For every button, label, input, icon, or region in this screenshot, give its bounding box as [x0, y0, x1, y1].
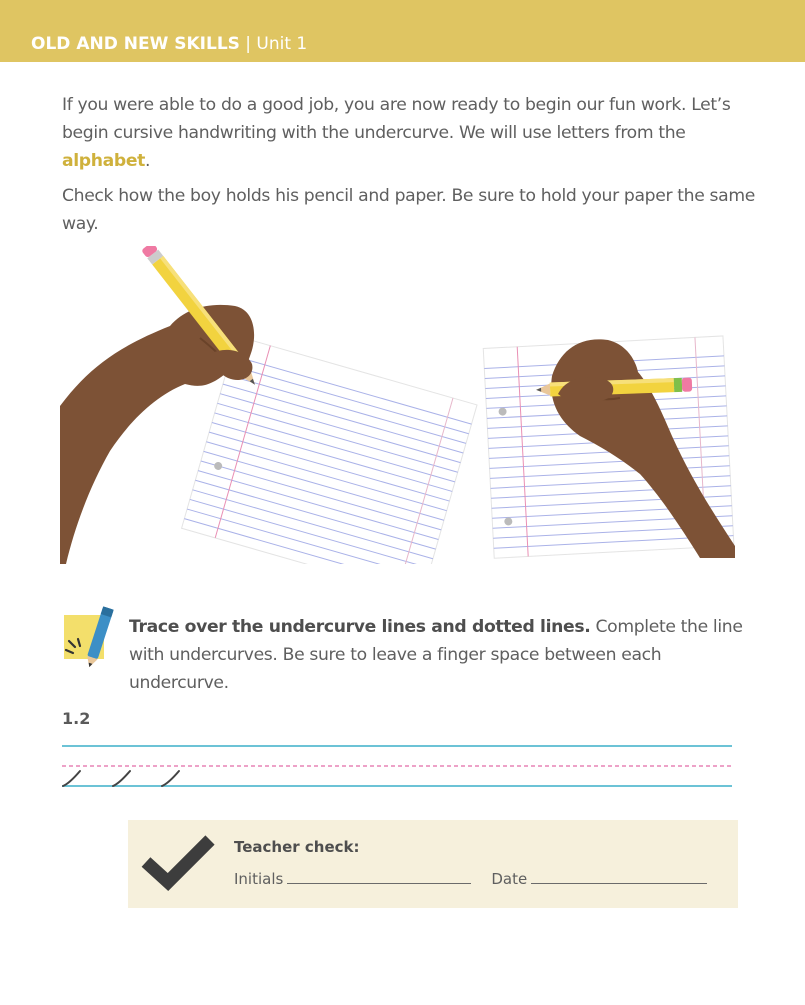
- teacher-check-box: [128, 820, 738, 908]
- exercise-number: 1.2: [62, 709, 91, 728]
- unit-header: [0, 0, 805, 62]
- pencil-hold-paragraph: Check how the boy holds his pencil and paper. Be sure to hold your paper the same way.: [62, 186, 755, 234]
- teacher-check-fields: [234, 869, 707, 888]
- header-title: [31, 34, 307, 54]
- undercurve-stroke: [113, 771, 130, 786]
- header-title-bold: OLD AND NEW SKILLS: [31, 34, 240, 54]
- date-field[interactable]: [531, 869, 707, 884]
- undercurve-stroke: [162, 771, 179, 786]
- undercurve-stroke: [63, 771, 80, 786]
- pencil-hold-illustration: [60, 246, 750, 564]
- initials-field[interactable]: [287, 869, 471, 884]
- teacher-check-title: Teacher check:: [234, 838, 360, 856]
- intro-text: If you were able to do a good job, you are now ready to begin our fun work. Let’s begin cursive handwriting with the undercurve. We will use letters from the: [62, 95, 731, 143]
- date-label: Date: [491, 870, 528, 888]
- handwriting-practice-lines[interactable]: [60, 738, 736, 796]
- trace-instruction: [129, 613, 749, 697]
- intro-paragraph: [62, 91, 762, 175]
- header-title-unit: | Unit 1: [239, 34, 308, 54]
- trace-instruction-rest: Complete the line with undercurves. Be sure to leave a finger space between each undercurve.: [129, 617, 743, 693]
- alphabet-link[interactable]: alphabet: [62, 151, 146, 171]
- trace-instruction-bold: Trace over the undercurve lines and dotted lines.: [129, 617, 591, 637]
- intro-text-end: .: [145, 151, 151, 171]
- pencil-pen-icon: [60, 603, 120, 673]
- checkmark-icon: [140, 832, 216, 892]
- initials-label: Initials: [234, 870, 284, 888]
